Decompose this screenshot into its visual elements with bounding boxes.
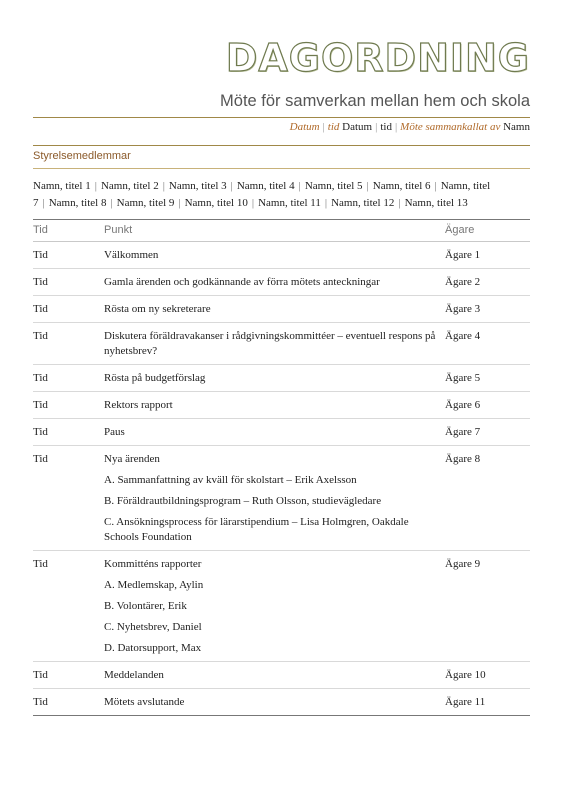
- member-separator: |: [178, 196, 181, 209]
- agenda-row: [33, 365, 530, 392]
- agenda-item: Rösta på budgetförslag: [104, 372, 206, 384]
- called-by-label: Möte sammankallat av: [400, 121, 501, 133]
- member-separator: |: [434, 180, 437, 192]
- agenda-owner: Ägare 7: [445, 419, 530, 446]
- board-member: Namn, titel 10: [184, 196, 248, 209]
- member-separator: |: [110, 196, 113, 209]
- member-separator: |: [42, 196, 45, 209]
- agenda-time: Tid: [33, 323, 104, 365]
- agenda-time: Tid: [33, 419, 104, 446]
- divider: [33, 168, 530, 169]
- agenda-row: [33, 296, 530, 323]
- agenda-subitem: A. Medlemskap, Aylin: [104, 579, 204, 591]
- agenda-time: Tid: [33, 689, 104, 716]
- time-label: tid: [327, 121, 340, 133]
- agenda-item-cell: [104, 365, 445, 392]
- agenda-time: Tid: [33, 365, 104, 392]
- member-separator: |: [94, 180, 97, 192]
- agenda-owner: Ägare 8: [445, 446, 530, 551]
- column-header-time: Tid: [33, 220, 104, 242]
- agenda-item: Välkommen: [104, 249, 159, 261]
- agenda-subitem: A. Sammanfattning av kväll för skolstart – Erik Axelsson: [104, 474, 357, 486]
- agenda-item-cell: [104, 296, 445, 323]
- agenda-time: Tid: [33, 392, 104, 419]
- board-member: Namn, titel 12: [331, 196, 395, 209]
- agenda-item: Kommitténs rapporter: [104, 558, 202, 570]
- column-header-owner: Ägare: [445, 220, 530, 242]
- board-member: Namn, titel 6: [372, 180, 431, 192]
- agenda-item-cell: [104, 551, 445, 662]
- agenda-item-cell: [104, 662, 445, 689]
- agenda-owner: Ägare 9: [445, 551, 530, 662]
- agenda-item-cell: [104, 269, 445, 296]
- board-member: Namn, titel 2: [100, 180, 159, 192]
- agenda-subitem: B. Volontärer, Erik: [104, 600, 187, 612]
- board-member: Namn, titel 3: [168, 180, 227, 192]
- agenda-item-cell: [104, 323, 445, 365]
- board-heading: Styrelsemedlemmar: [33, 150, 131, 162]
- meeting-meta: Datum | tid Datum | tid | Möte sammankallat av Namn: [289, 121, 530, 133]
- agenda-row: [33, 419, 530, 446]
- agenda-time: Tid: [33, 269, 104, 296]
- board-member: Namn, titel 11: [258, 196, 321, 209]
- page-subtitle: Möte för samverkan mellan hem och skola: [220, 92, 530, 110]
- agenda-time: Tid: [33, 446, 104, 551]
- agenda-row: [33, 392, 530, 419]
- agenda-row: [33, 662, 530, 689]
- agenda-item-cell: [104, 689, 445, 716]
- agenda-owner: Ägare 4: [445, 323, 530, 365]
- board-member: Namn, titel 8: [48, 196, 107, 209]
- agenda-item: Nya ärenden: [104, 453, 160, 465]
- agenda-item-cell: [104, 419, 445, 446]
- date-value: Datum: [342, 121, 373, 133]
- agenda-time: Tid: [33, 662, 104, 689]
- time-value: tid: [380, 121, 392, 133]
- agenda-row: [33, 269, 530, 296]
- board-member: Namn, titel 4: [236, 180, 295, 192]
- agenda-time: Tid: [33, 551, 104, 662]
- member-separator: |: [251, 196, 255, 209]
- agenda-subitem: B. Föräldrautbildningsprogram – Ruth Olsson, studievägledare: [104, 495, 382, 507]
- board-member: Namn, titel 13: [404, 196, 468, 209]
- member-separator: |: [398, 196, 401, 209]
- agenda-item: Meddelanden: [104, 669, 164, 681]
- board-member: Namn, titel 5: [304, 180, 363, 192]
- agenda-item-cell: [104, 392, 445, 419]
- agenda-owner: Ägare 11: [445, 689, 530, 716]
- member-separator: |: [366, 180, 369, 192]
- agenda-subitem: C. Nyhetsbrev, Daniel: [104, 621, 202, 633]
- agenda-item-cell: [104, 242, 445, 269]
- agenda-owner: Ägare 2: [445, 269, 530, 296]
- agenda-item-cell: [104, 446, 445, 551]
- board-member: Namn, titel 9: [116, 196, 175, 209]
- agenda-item: Gamla ärenden och godkännande av förra mötets anteckningar: [104, 276, 380, 288]
- agenda-row: [33, 242, 530, 269]
- board-members-list: [33, 178, 533, 211]
- agenda-owner: Ägare 5: [445, 365, 530, 392]
- agenda-subitem: D. Datorsupport, Max: [104, 642, 202, 654]
- agenda-row: [33, 551, 530, 662]
- page-title: DAGORDNING: [225, 36, 530, 80]
- divider: [33, 117, 530, 118]
- agenda-row: [33, 323, 530, 365]
- member-separator: |: [324, 196, 328, 209]
- agenda-item: Paus: [104, 426, 125, 438]
- agenda-item: Diskutera föräldravakanser i rådgivningskommittéer – eventuell respons på nyhetsbrev?: [104, 330, 436, 357]
- agenda-item: Rösta om ny sekreterare: [104, 303, 211, 315]
- agenda-owner: Ägare 10: [445, 662, 530, 689]
- agenda-owner: Ägare 1: [445, 242, 530, 269]
- agenda-header-row: [33, 220, 530, 242]
- agenda-subitem: C. Ansökningsprocess för lärarstipendium – Lisa Holmgren, Oakdale Schools Foundation: [104, 516, 409, 543]
- called-by-value: Namn: [503, 121, 530, 133]
- agenda-time: Tid: [33, 296, 104, 323]
- agenda-row: [33, 446, 530, 551]
- agenda-owner: Ägare 3: [445, 296, 530, 323]
- agenda-item: Rektors rapport: [104, 399, 173, 411]
- agenda-row: [33, 689, 530, 716]
- board-member: Namn, titel 7: [33, 180, 491, 209]
- member-separator: |: [162, 180, 165, 192]
- agenda-owner: Ägare 6: [445, 392, 530, 419]
- agenda-item: Mötets avslutande: [104, 696, 185, 708]
- agenda-table: [33, 219, 530, 716]
- agenda-time: Tid: [33, 242, 104, 269]
- divider: [33, 145, 530, 146]
- member-separator: |: [298, 180, 301, 192]
- date-label: Datum: [289, 121, 320, 133]
- column-header-item: Punkt: [104, 220, 445, 242]
- member-separator: |: [230, 180, 233, 192]
- board-member: Namn, titel 1: [33, 180, 91, 192]
